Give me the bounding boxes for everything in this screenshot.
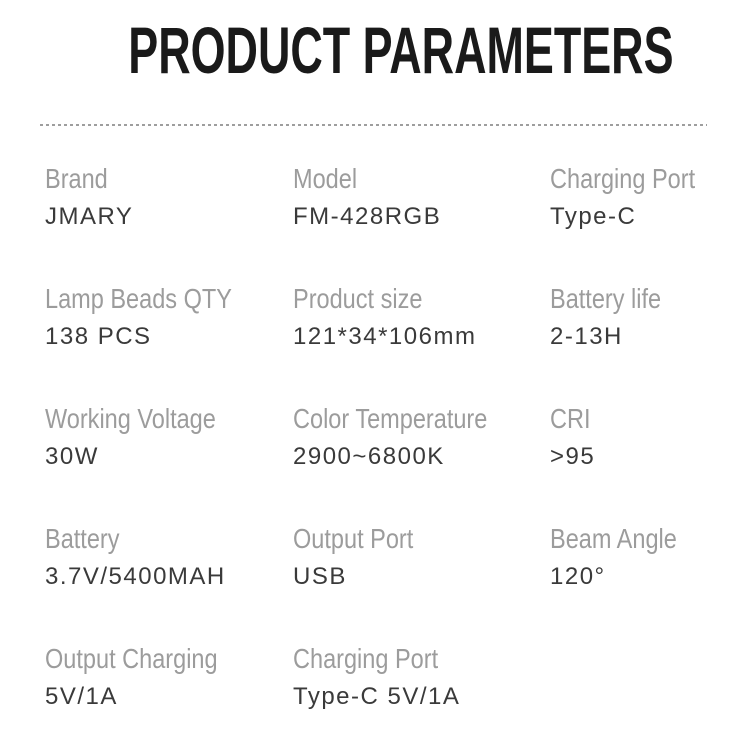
spec-cell-battery [45,516,293,636]
spec-cell-model [293,156,550,276]
spec-value: 2-13H [550,323,623,350]
spec-value: USB [293,563,347,590]
spec-label: Model [293,163,358,194]
spec-label: Working Voltage [45,403,216,434]
spec-label: Charging Port [550,163,696,194]
spec-cell-output-port [293,516,550,636]
spec-label: Lamp Beads QTY [45,283,232,314]
spec-cell-charging-port-2 [293,636,550,750]
spec-value: >95 [550,443,596,470]
spec-value: Type-C [550,203,637,230]
spec-value: JMARY [45,203,134,230]
spec-cell-product-size [293,276,550,396]
spec-label: Battery life [550,283,662,314]
spec-cell-working-voltage [45,396,293,516]
spec-label: Product size [293,283,423,314]
spec-label: Output Port [293,523,414,554]
page-title-text: PRODUCT PARAMETERS [128,13,674,87]
spec-value: 3.7V/5400MAH [45,563,226,590]
spec-label: Charging Port [293,643,439,674]
spec-cell-charging-port [550,156,723,276]
spec-cell-lamp-beads-qty [45,276,293,396]
spec-label: CRI [550,403,591,434]
spec-grid [45,156,705,750]
spec-value: 121*34*106mm [293,323,477,350]
spec-value: Type-C 5V/1A [293,683,461,710]
spec-cell-battery-life [550,276,723,396]
spec-value: FM-428RGB [293,203,442,230]
spec-cell-cri [550,396,723,516]
dashed-divider [40,124,707,126]
page-title [0,13,750,87]
spec-label: Color Temperature [293,403,488,434]
spec-label: Brand [45,163,108,194]
spec-value: 2900~6800K [293,443,445,470]
spec-cell-brand [45,156,293,276]
spec-value: 120° [550,563,606,590]
spec-cell-beam-angle [550,516,723,636]
spec-cell-color-temperature [293,396,550,516]
spec-label: Battery [45,523,120,554]
spec-value: 5V/1A [45,683,118,710]
spec-label: Beam Angle [550,523,677,554]
spec-value: 138 PCS [45,323,152,350]
spec-value: 30W [45,443,99,470]
spec-label: Output Charging [45,643,218,674]
spec-cell-output-charging [45,636,293,750]
